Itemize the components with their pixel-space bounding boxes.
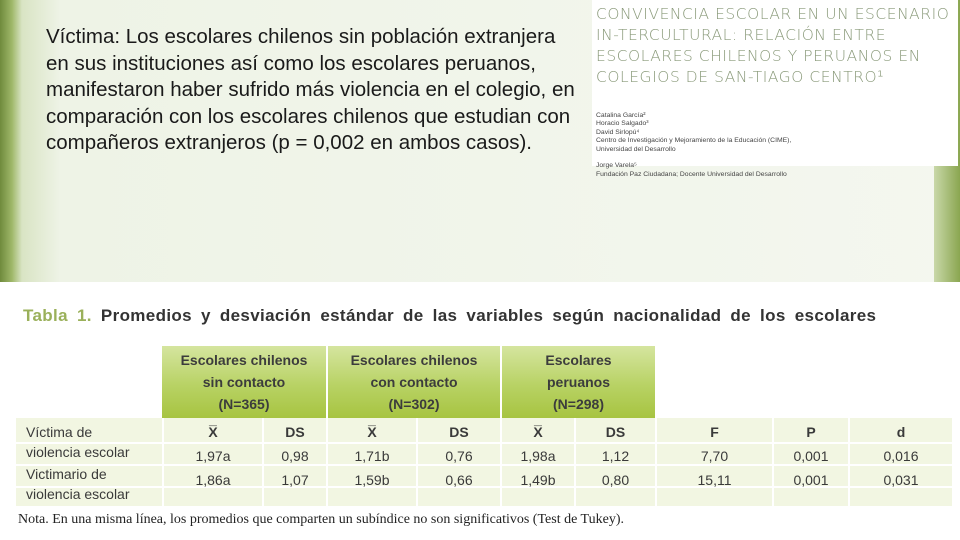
subheader-mean: X̅ [533, 424, 543, 440]
group-header-line: Escolares [545, 352, 612, 368]
table-cell: 0,66 [445, 472, 473, 488]
table-cell: 0,001 [793, 472, 829, 488]
table-cell: 1,59b [354, 472, 390, 488]
author-line [596, 154, 936, 162]
slide-paragraph [46, 24, 576, 157]
article-title: CONVIVENCIA ESCOLAR EN UN ESCENARIO IN-TERCULTURAL: RELACIÓN ENTRE ESCOLARES CHILENOS Y PERUANOS EN COLEGIOS DE SAN-TIAGO CENTRO¹ [596, 5, 950, 86]
author-line: Jorge Varela⁵ [596, 162, 637, 170]
subheader-ds: DS [605, 424, 626, 440]
subheader-ds: DS [449, 424, 469, 440]
table-cell: 1,71b [354, 448, 390, 464]
group-header-line: peruanos [546, 374, 610, 390]
subheader-mean: X̅ [208, 424, 218, 440]
table-cell: 1,07 [281, 472, 309, 488]
author-line: David Sirlopú⁴ [596, 128, 640, 136]
subheader-d: d [896, 424, 906, 440]
group-header-line: sin contacto [202, 374, 286, 390]
group-header-line: (N=365) [218, 396, 270, 412]
group-header-line: Escolares chilenos [180, 352, 308, 368]
author-line: Universidad del Desarrollo [596, 145, 676, 153]
table-title [23, 306, 876, 326]
author-line: Horacio Salgado³ [596, 120, 649, 128]
group-header-line: (N=298) [553, 396, 604, 412]
table-cell: 7,70 [700, 448, 729, 464]
slide-keyword: Víctima [46, 25, 115, 48]
table-title-text: Promedios y desviación estándar de las variables según nacionalidad de los escolares [100, 306, 877, 325]
row-label-line: Victimario de [26, 466, 107, 482]
row-divider [16, 464, 952, 466]
row-label-line: violencia escolar [26, 486, 130, 502]
group-header-chilenos-con-contacto [328, 346, 500, 418]
row-label-line: Víctima de [26, 424, 93, 440]
row-label-victimario [26, 464, 130, 504]
subheader-p: P [806, 424, 816, 440]
table-cell: 1,98a [520, 448, 556, 464]
group-header-line: (N=302) [388, 396, 440, 412]
article-authors [596, 112, 936, 179]
table-cell: 0,98 [281, 448, 309, 464]
table-cell: 1,97a [195, 448, 231, 464]
group-header-chilenos-sin-contacto [162, 346, 326, 418]
table-cell: 0,016 [883, 448, 919, 464]
subheader-ds: DS [285, 424, 305, 440]
table-cell: 0,80 [601, 472, 630, 488]
subheader-mean: X̅ [367, 424, 377, 440]
row-label-victima [26, 422, 130, 462]
table-cell: 1,49b [520, 472, 556, 488]
table-cell: 15,11 [697, 472, 732, 488]
article-header-image [592, 0, 958, 178]
table-cell: 0,76 [445, 448, 473, 464]
table-cell: 0,031 [883, 472, 919, 488]
table-cell: 1,86a [195, 472, 231, 488]
table-cell: 1,12 [601, 448, 630, 464]
author-line: Centro de Investigación y Mejoramiento de la Educación (CIME), [596, 137, 792, 145]
author-line: Catalina García² [596, 112, 646, 119]
group-header-line: Escolares chilenos [350, 352, 478, 368]
table-label: Tabla 1. [23, 306, 92, 325]
subheader-f: F [710, 424, 719, 440]
row-divider [16, 442, 952, 444]
results-table [16, 346, 952, 506]
group-header-line: con contacto [370, 374, 458, 390]
table-cell: 0,001 [793, 448, 829, 464]
slide-body-text: : Los escolares chilenos sin población extranjera en sus instituciones así como los escolares peruanos, manifestaron haber sufrido más violencia en el colegio, en comparación con los escolares chilenos que estudian con compañeros extranjeros (p = 0,002 en ambos casos). [46, 25, 575, 154]
group-header-peruanos [502, 346, 655, 418]
table-note: Nota. En una misma línea, los promedios que comparten un subíndice no son significativos (Test de Tukey). [18, 512, 624, 527]
row-label-line: violencia escolar [26, 444, 130, 460]
author-line: Fundación Paz Ciudadana; Docente Universidad del Desarrollo [596, 170, 787, 178]
